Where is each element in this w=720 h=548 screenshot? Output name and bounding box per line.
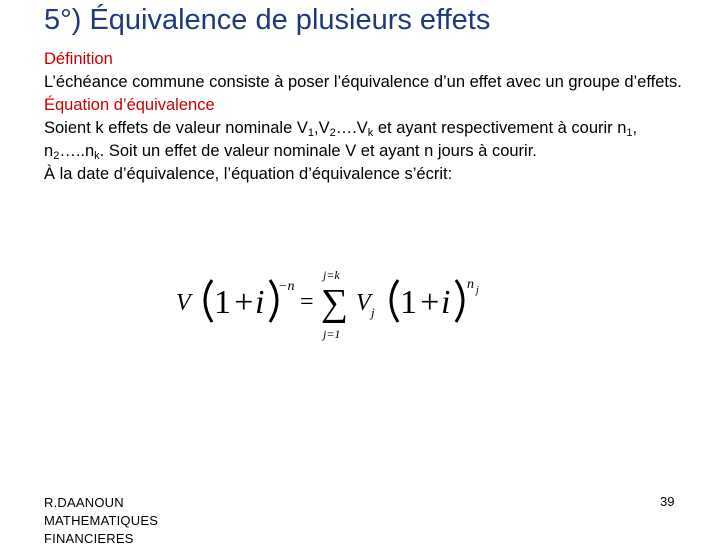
text-run: …..n (59, 142, 95, 160)
subscript: k (367, 127, 374, 139)
formula-svg (170, 262, 500, 346)
text-run: ,V (313, 119, 330, 137)
page-number: 39 (660, 494, 675, 509)
subscript: 2 (329, 127, 336, 139)
formula-Vj: V (356, 290, 371, 316)
exponent-n: n (467, 277, 474, 292)
exponent-minus-n: −n (278, 279, 295, 294)
left-paren (205, 280, 212, 322)
equivalence-date-text: À la date d’équivalence, l’équation d’équivalence s’écrit: (44, 165, 453, 183)
equation-heading: Équation d’équivalence (44, 96, 215, 114)
footer-line: MATHEMATIQUES (44, 513, 159, 528)
formula-one: 1 (214, 284, 231, 321)
text-run: Soient k effets de valeur nominale V (44, 119, 308, 137)
formula-V: V (176, 290, 191, 316)
definition-text: L’échéance commune consiste à poser l’équivalence d’un effet avec un groupe d’effets. (44, 73, 682, 91)
formula-plus-i: +i (232, 284, 265, 321)
footer-line: FINANCIERES (44, 531, 134, 546)
sum-lower-limit: j=1 (323, 327, 341, 341)
text-run: , n (44, 119, 638, 160)
subscript: 2 (53, 150, 60, 162)
formula-Vj-sub: j (371, 305, 375, 320)
sigma-symbol: ∑ (321, 282, 349, 324)
text-run: ….V (335, 119, 368, 137)
exponent-j: j (476, 285, 479, 296)
footer-line: R.DAANOUN (44, 495, 124, 510)
sum-upper-limit: j=k (323, 268, 340, 282)
equals-sign: = (300, 289, 314, 315)
slide-title: 5°) Équivalence de plusieurs effets (44, 4, 491, 36)
definition-heading: Définition (44, 50, 113, 68)
equivalence-formula (170, 262, 500, 346)
formula-plus-i-2: +i (418, 284, 451, 321)
right-paren (270, 280, 277, 322)
formula-one-2: 1 (400, 284, 417, 321)
subscript: k (94, 150, 100, 162)
effects-description (44, 117, 694, 163)
subscript: 1 (307, 127, 314, 139)
subscript: 1 (626, 127, 633, 139)
left-paren-2 (391, 280, 398, 322)
text-run: . Soit un effet de valeur nominale V et ayant n jours à courir. (99, 142, 537, 160)
slide-body (44, 48, 694, 186)
right-paren-2 (456, 280, 463, 322)
text-run: et ayant respectivement à courir n (373, 119, 627, 137)
